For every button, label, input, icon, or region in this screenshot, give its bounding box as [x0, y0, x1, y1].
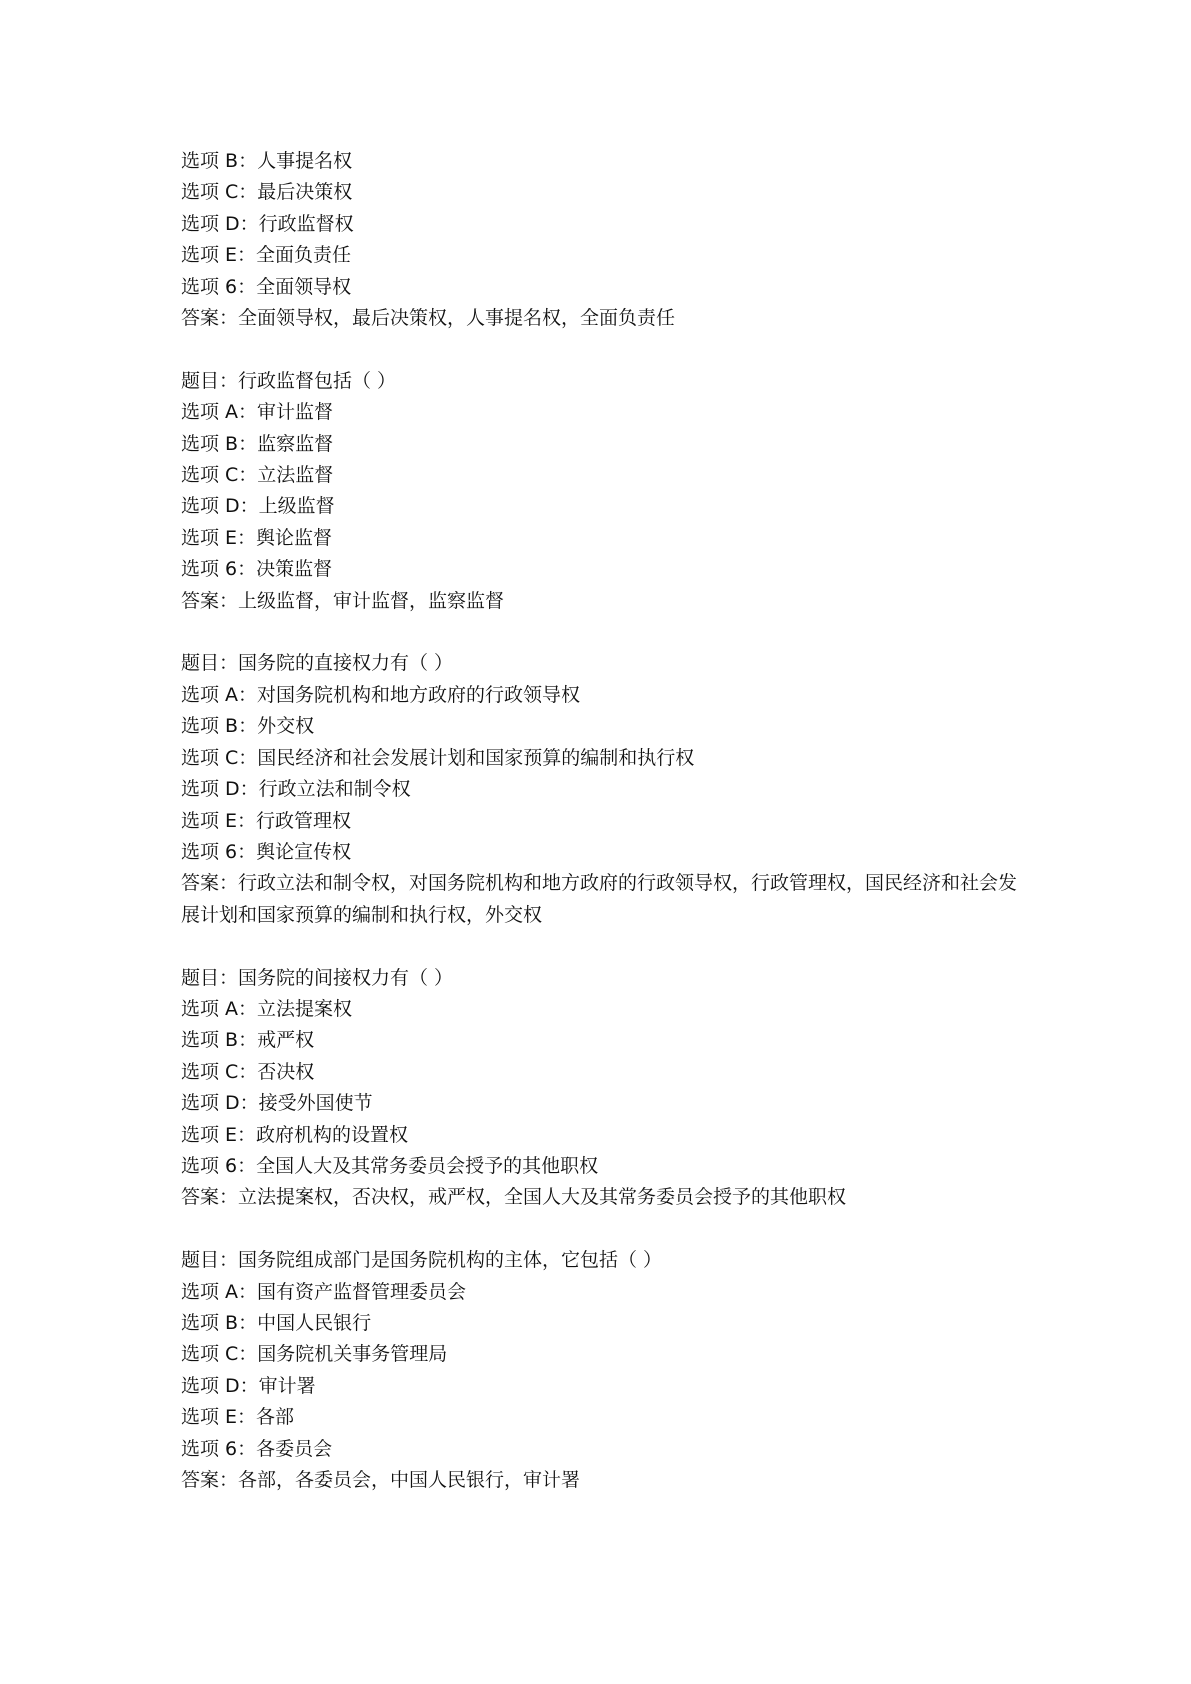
option-d: 选项 D：接受外国使节	[181, 1092, 373, 1115]
option-b: 选项 B：中国人民银行	[181, 1311, 372, 1334]
option-a: 选项 A：审计监督	[181, 401, 334, 424]
option-e: 选项 E：行政管理权	[181, 809, 352, 832]
document-content	[181, 146, 1021, 1528]
option-c: 选项 C：国务院机关事务管理局	[181, 1343, 448, 1366]
option-a: 选项 A：国有资产监督管理委员会	[181, 1280, 467, 1303]
option-b: 选项 B：监察监督	[181, 432, 334, 455]
option-c: 选项 C：立法监督	[181, 464, 334, 487]
option-c: 选项 C：否决权	[181, 1060, 315, 1083]
option-d: 选项 D：上级监督	[181, 495, 335, 518]
option-e: 选项 E：政府机构的设置权	[181, 1123, 409, 1146]
option-a: 选项 A：立法提案权	[181, 997, 353, 1020]
option-6: 选项 6：全面领导权	[181, 275, 352, 298]
option-d: 选项 D：行政立法和制令权	[181, 778, 411, 801]
answer: 答案：行政立法和制令权，对国务院机构和地方政府的行政领导权，行政管理权，国民经济和社会发展计划和国家预算的编制和执行权，外交权	[181, 872, 1018, 926]
answer: 答案：各部，各委员会，中国人民银行，审计署	[181, 1469, 581, 1491]
question-block-4	[181, 963, 1021, 1214]
option-c: 选项 C：最后决策权	[181, 181, 353, 204]
option-c: 选项 C：国民经济和社会发展计划和国家预算的编制和执行权	[181, 746, 695, 769]
question-title: 题目：行政监督包括（ ）	[181, 369, 397, 392]
option-d: 选项 D：审计署	[181, 1374, 316, 1397]
question-title: 题目：国务院的直接权力有（ ）	[181, 652, 454, 675]
question-title: 题目：国务院组成部门是国务院机构的主体，它包括（ ）	[181, 1249, 663, 1272]
option-e: 选项 E：全面负责任	[181, 244, 352, 267]
question-title: 题目：国务院的间接权力有（ ）	[181, 966, 454, 989]
option-a: 选项 A：对国务院机构和地方政府的行政领导权	[181, 683, 581, 706]
question-block-5	[181, 1245, 1021, 1496]
answer: 答案：上级监督，审计监督，监察监督	[181, 589, 505, 612]
answer: 答案：全面领导权，最后决策权，人事提名权，全面负责任	[181, 307, 676, 330]
question-block-3	[181, 648, 1021, 931]
answer: 答案：立法提案权，否决权，戒严权，全国人大及其常务委员会授予的其他职权	[181, 1186, 847, 1209]
option-e: 选项 E：各部	[181, 1406, 295, 1429]
option-b: 选项 B：外交权	[181, 715, 315, 738]
question-block-2	[181, 366, 1021, 617]
option-d: 选项 D：行政监督权	[181, 212, 354, 235]
question-block-1	[181, 146, 1021, 334]
option-b: 选项 B：人事提名权	[181, 150, 353, 172]
option-6: 选项 6：各委员会	[181, 1437, 333, 1460]
option-b: 选项 B：戒严权	[181, 1029, 315, 1052]
option-6: 选项 6：全国人大及其常务委员会授予的其他职权	[181, 1154, 599, 1177]
option-6: 选项 6：舆论宣传权	[181, 840, 352, 863]
option-e: 选项 E：舆论监督	[181, 526, 333, 549]
option-6: 选项 6：决策监督	[181, 558, 333, 581]
